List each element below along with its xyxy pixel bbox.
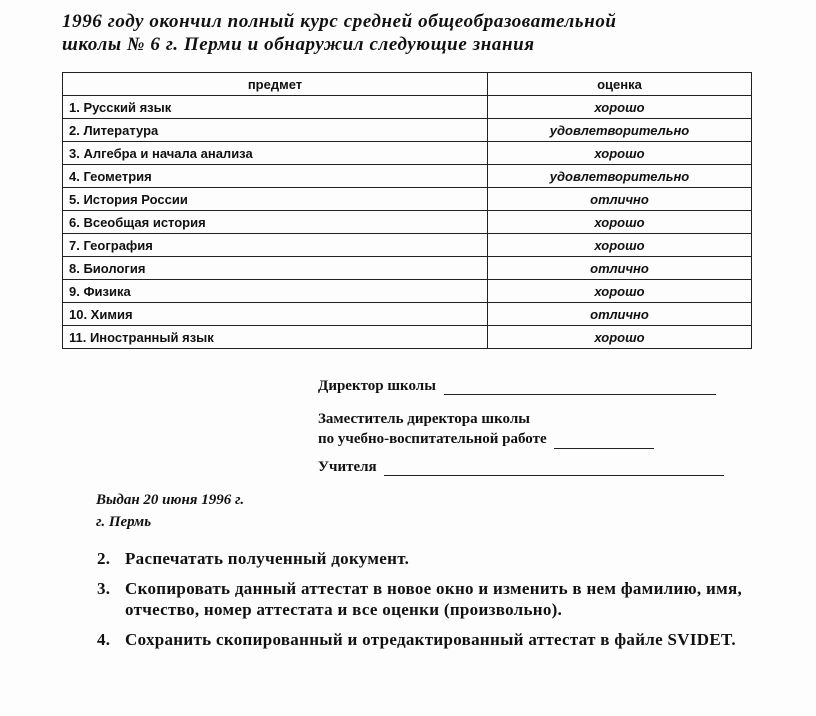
step-number: 4. — [97, 630, 111, 649]
table-row — [63, 257, 752, 280]
deputy-signature-line — [554, 448, 654, 449]
grade-cell: хорошо — [488, 142, 752, 165]
issue-info — [96, 489, 244, 533]
grade-cell: отлично — [488, 257, 752, 280]
intro-line-2: школы № 6 г. Перми и обнаружил следующие знания — [62, 34, 535, 55]
teachers-signature-line — [384, 475, 724, 476]
table-row — [63, 280, 752, 303]
intro-line-1: 1996 году окончил полный курс средней общеобразовательной — [62, 11, 617, 32]
subject-cell: 8. Биология — [63, 257, 488, 280]
subject-cell: 10. Химия — [63, 303, 488, 326]
list-item — [97, 629, 757, 650]
director-signature-line — [444, 394, 716, 395]
issue-date: Выдан 20 июня 1996 г. — [96, 492, 245, 508]
table-row — [63, 234, 752, 257]
grades-table — [62, 72, 752, 349]
table-row — [63, 303, 752, 326]
subject-cell: 1. Русский язык — [63, 96, 488, 119]
table-row — [63, 165, 752, 188]
grade-cell: хорошо — [488, 234, 752, 257]
subject-cell: 4. Геометрия — [63, 165, 488, 188]
grade-cell: удовлетворительно — [488, 165, 752, 188]
table-row — [63, 96, 752, 119]
grade-cell: хорошо — [488, 211, 752, 234]
issue-city: г. Пермь — [96, 514, 152, 530]
task-steps — [97, 548, 757, 659]
list-item — [97, 548, 757, 569]
table-row — [63, 119, 752, 142]
teachers-label: Учителя — [318, 459, 377, 475]
grade-cell: хорошо — [488, 280, 752, 303]
table-row — [63, 142, 752, 165]
step-number: 3. — [97, 579, 111, 598]
subject-cell: 9. Физика — [63, 280, 488, 303]
deputy-label-line-2: по учебно-воспитательной работе — [318, 431, 547, 447]
grade-column-header: оценка — [488, 73, 752, 96]
subject-column-header: предмет — [63, 73, 488, 96]
step-text: Распечатать полученный документ. — [125, 549, 410, 568]
deputy-label-line-1: Заместитель директора школы — [318, 411, 530, 427]
subject-cell: 6. Всеобщая история — [63, 211, 488, 234]
grade-cell: хорошо — [488, 96, 752, 119]
subject-cell: 5. История России — [63, 188, 488, 211]
table-row — [63, 211, 752, 234]
grade-cell: отлично — [488, 303, 752, 326]
director-label: Директор школы — [318, 378, 436, 394]
table-header-row — [63, 73, 752, 96]
list-item — [97, 578, 757, 620]
step-text: Скопировать данный аттестат в новое окно и изменить в нем фамилию, имя, отчество, номер аттестата и все оценки (произвольно). — [125, 579, 743, 619]
grade-cell: отлично — [488, 188, 752, 211]
subject-cell: 11. Иностранный язык — [63, 326, 488, 349]
table-row — [63, 326, 752, 349]
teachers-signature — [318, 459, 724, 476]
step-number: 2. — [97, 549, 111, 568]
deputy-signature — [318, 409, 654, 449]
subject-cell: 3. Алгебра и начала анализа — [63, 142, 488, 165]
subject-cell: 7. География — [63, 234, 488, 257]
director-signature — [318, 378, 716, 395]
grade-cell: удовлетворительно — [488, 119, 752, 142]
grade-cell: хорошо — [488, 326, 752, 349]
step-text: Сохранить скопированный и отредактированный аттестат в файле SVIDET. — [125, 630, 736, 649]
intro-text — [62, 10, 762, 56]
subject-cell: 2. Литература — [63, 119, 488, 142]
table-row — [63, 188, 752, 211]
